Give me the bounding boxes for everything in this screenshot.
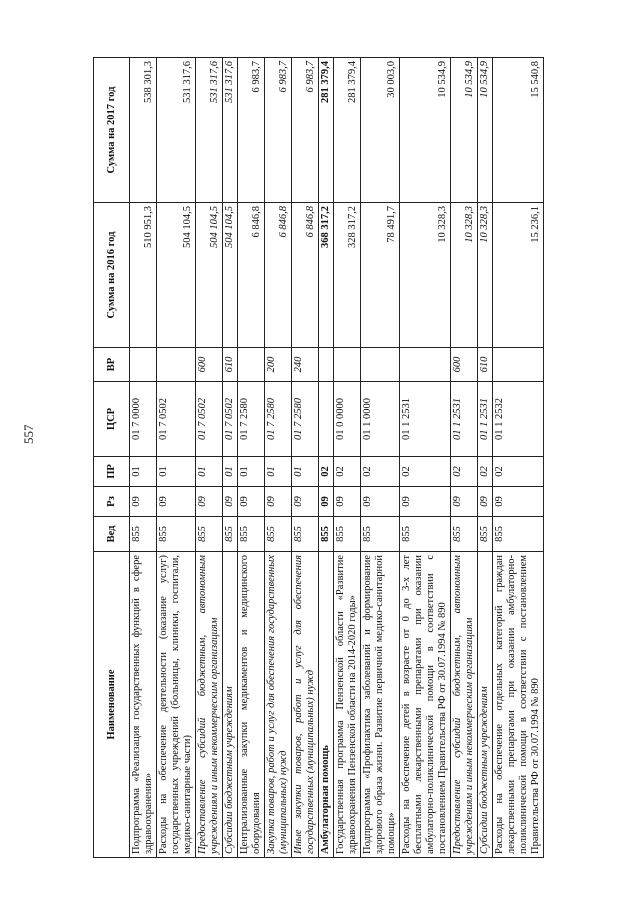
cell-vr <box>361 348 400 382</box>
table-row <box>478 58 493 858</box>
cell-name: Расходы на обеспечение деятельности (оказание услуг) государственных учреждений (больницы, клиники, госпитали, медико-санитарные части) <box>157 552 196 858</box>
cell-sum-2017: 531 317,6 <box>196 58 223 203</box>
cell-sum-2017: 10 534,9 <box>478 58 493 203</box>
cell-sum-2016: 504 104,5 <box>196 203 223 348</box>
rotated-table-container <box>93 58 544 858</box>
cell-name: Подпрограмма «Профилактика заболеваний и формирование здорового образа жизни. Развитие первичной медико-санитарной помощи» <box>361 552 400 858</box>
cell-vr: 600 <box>196 348 223 382</box>
cell-pr: 02 <box>400 457 451 487</box>
cell-vr: 610 <box>223 348 238 382</box>
cell-vr: 240 <box>292 348 319 382</box>
cell-name: Закупка товаров, работ и услуг для обеспечения государственных (муниципальных) нужд <box>265 552 292 858</box>
col-header-vr: ВР <box>94 348 130 382</box>
cell-vr <box>334 348 361 382</box>
table-row <box>223 58 238 858</box>
col-header-ved: Вед <box>94 517 130 552</box>
cell-sum-2017: 30 003,0 <box>361 58 400 203</box>
cell-rz: 09 <box>451 487 478 517</box>
cell-sum-2016: 10 328,3 <box>451 203 478 348</box>
cell-name: Централизованные закупки медикаментов и медицинского оборудования <box>238 552 265 858</box>
budget-table <box>93 57 544 858</box>
cell-rz: 09 <box>361 487 400 517</box>
col-header-name: Наименование <box>94 552 130 858</box>
cell-name: Расходы на обеспечение отдельных категорий граждан лекарственными препаратами при оказании амбулаторно-поликлинической помощи в соответствии с постановлением Правительства РФ от 30.07.1994 № 890 <box>493 552 544 858</box>
cell-pr: 01 <box>196 457 223 487</box>
cell-name: Государственная программа Пензенской области «Развитие здравоохранения Пензенской области на 2014-2020 годы» <box>334 552 361 858</box>
table-row <box>292 58 319 858</box>
col-header-rz: Рз <box>94 487 130 517</box>
cell-name: Иные закупки товаров, работ и услуг для обеспечения государственных (муниципальных) нужд <box>292 552 319 858</box>
col-header-csr: ЦСР <box>94 382 130 457</box>
cell-csr: 01 1 2531 <box>451 382 478 457</box>
cell-csr <box>319 382 334 457</box>
cell-pr: 01 <box>223 457 238 487</box>
cell-ved: 855 <box>238 517 265 552</box>
cell-sum-2017: 6 983,7 <box>292 58 319 203</box>
cell-csr: 01 7 0502 <box>157 382 196 457</box>
cell-ved: 855 <box>319 517 334 552</box>
cell-sum-2017: 531 317,6 <box>157 58 196 203</box>
cell-pr: 02 <box>493 457 544 487</box>
cell-csr: 01 1 2531 <box>400 382 451 457</box>
cell-vr <box>238 348 265 382</box>
cell-sum-2017: 281 379,4 <box>334 58 361 203</box>
table-row <box>400 58 451 858</box>
cell-name: Предоставление субсидий бюджетным, автономным учреждениям и иным некоммерческим организациям <box>451 552 478 858</box>
cell-rz: 09 <box>223 487 238 517</box>
table-header-row <box>94 58 130 858</box>
cell-ved: 855 <box>451 517 478 552</box>
cell-vr: 200 <box>265 348 292 382</box>
cell-csr: 01 1 0000 <box>361 382 400 457</box>
table-row <box>196 58 223 858</box>
cell-vr: 600 <box>451 348 478 382</box>
cell-sum-2016: 78 491,7 <box>361 203 400 348</box>
cell-rz: 09 <box>292 487 319 517</box>
cell-ved: 855 <box>493 517 544 552</box>
cell-rz: 09 <box>157 487 196 517</box>
cell-pr: 02 <box>319 457 334 487</box>
page-number: 557 <box>21 424 36 444</box>
cell-sum-2016: 510 951,3 <box>130 203 157 348</box>
cell-pr: 01 <box>238 457 265 487</box>
cell-sum-2017: 538 301,3 <box>130 58 157 203</box>
cell-csr: 01 1 2532 <box>493 382 544 457</box>
cell-pr: 02 <box>361 457 400 487</box>
col-header-sum-2017: Сумма на 2017 год <box>94 58 130 203</box>
table-row <box>493 58 544 858</box>
table-row <box>157 58 196 858</box>
cell-rz: 09 <box>319 487 334 517</box>
cell-rz: 09 <box>334 487 361 517</box>
cell-ved: 855 <box>292 517 319 552</box>
col-header-pr: ПР <box>94 457 130 487</box>
table-row <box>451 58 478 858</box>
cell-pr: 01 <box>292 457 319 487</box>
cell-name: Подпрограмма «Реализация государственных функций в сфере здравоохранения» <box>130 552 157 858</box>
cell-ved: 855 <box>265 517 292 552</box>
table-row <box>238 58 265 858</box>
cell-vr <box>319 348 334 382</box>
cell-vr: 610 <box>478 348 493 382</box>
cell-csr: 01 7 0502 <box>223 382 238 457</box>
cell-pr: 01 <box>157 457 196 487</box>
cell-sum-2017: 6 983,7 <box>265 58 292 203</box>
table-row <box>361 58 400 858</box>
cell-rz: 09 <box>265 487 292 517</box>
cell-sum-2016: 504 104,5 <box>157 203 196 348</box>
cell-name: Субсидии бюджетным учреждениям <box>223 552 238 858</box>
cell-rz: 09 <box>196 487 223 517</box>
cell-rz: 09 <box>238 487 265 517</box>
cell-pr: 01 <box>130 457 157 487</box>
cell-name: Субсидии бюджетным учреждениям <box>478 552 493 858</box>
cell-pr: 02 <box>451 457 478 487</box>
cell-sum-2016: 328 317,2 <box>334 203 361 348</box>
cell-ved: 855 <box>196 517 223 552</box>
cell-name: Расходы на обеспечение детей в возрасте от 0 до 3-х лет бесплатными лекарственными препаратами при оказании амбулаторно-поликлинической помощи в соответствии с постановлением Правительства РФ от 30.07.1994 № 890 <box>400 552 451 858</box>
cell-vr <box>493 348 544 382</box>
cell-vr <box>130 348 157 382</box>
cell-csr: 01 7 2580 <box>238 382 265 457</box>
cell-sum-2017: 10 534,9 <box>400 58 451 203</box>
cell-pr: 02 <box>478 457 493 487</box>
cell-csr: 01 7 0502 <box>196 382 223 457</box>
cell-ved: 855 <box>361 517 400 552</box>
cell-sum-2016: 504 104,5 <box>223 203 238 348</box>
table-row <box>265 58 292 858</box>
cell-ved: 855 <box>334 517 361 552</box>
cell-sum-2017: 10 534,9 <box>451 58 478 203</box>
cell-pr: 02 <box>334 457 361 487</box>
cell-ved: 855 <box>157 517 196 552</box>
cell-csr: 01 7 2580 <box>292 382 319 457</box>
table-row <box>319 58 334 858</box>
cell-sum-2017: 15 540,8 <box>493 58 544 203</box>
cell-ved: 855 <box>478 517 493 552</box>
cell-rz: 09 <box>493 487 544 517</box>
cell-vr <box>400 348 451 382</box>
cell-sum-2017: 6 983,7 <box>238 58 265 203</box>
cell-name: Амбулаторная помощь <box>319 552 334 858</box>
cell-sum-2016: 10 328,3 <box>400 203 451 348</box>
cell-rz: 09 <box>130 487 157 517</box>
cell-rz: 09 <box>478 487 493 517</box>
cell-csr: 01 7 0000 <box>130 382 157 457</box>
cell-ved: 855 <box>130 517 157 552</box>
cell-sum-2016: 6 846,8 <box>265 203 292 348</box>
table-row <box>334 58 361 858</box>
cell-sum-2016: 15 236,1 <box>493 203 544 348</box>
cell-sum-2016: 10 328,3 <box>478 203 493 348</box>
cell-sum-2017: 281 379,4 <box>319 58 334 203</box>
table-row <box>130 58 157 858</box>
col-header-sum-2016: Сумма на 2016 год <box>94 203 130 348</box>
cell-csr: 01 1 2531 <box>478 382 493 457</box>
cell-sum-2016: 6 846,8 <box>238 203 265 348</box>
cell-csr: 01 0 0000 <box>334 382 361 457</box>
cell-name: Предоставление субсидий бюджетным, автономным учреждениям и иным некоммерческим организациям <box>196 552 223 858</box>
cell-vr <box>157 348 196 382</box>
cell-ved: 855 <box>400 517 451 552</box>
cell-ved: 855 <box>223 517 238 552</box>
cell-csr: 01 7 2580 <box>265 382 292 457</box>
cell-pr: 01 <box>265 457 292 487</box>
cell-sum-2016: 6 846,8 <box>292 203 319 348</box>
cell-sum-2017: 531 317,6 <box>223 58 238 203</box>
cell-sum-2016: 368 317,2 <box>319 203 334 348</box>
cell-rz: 09 <box>400 487 451 517</box>
